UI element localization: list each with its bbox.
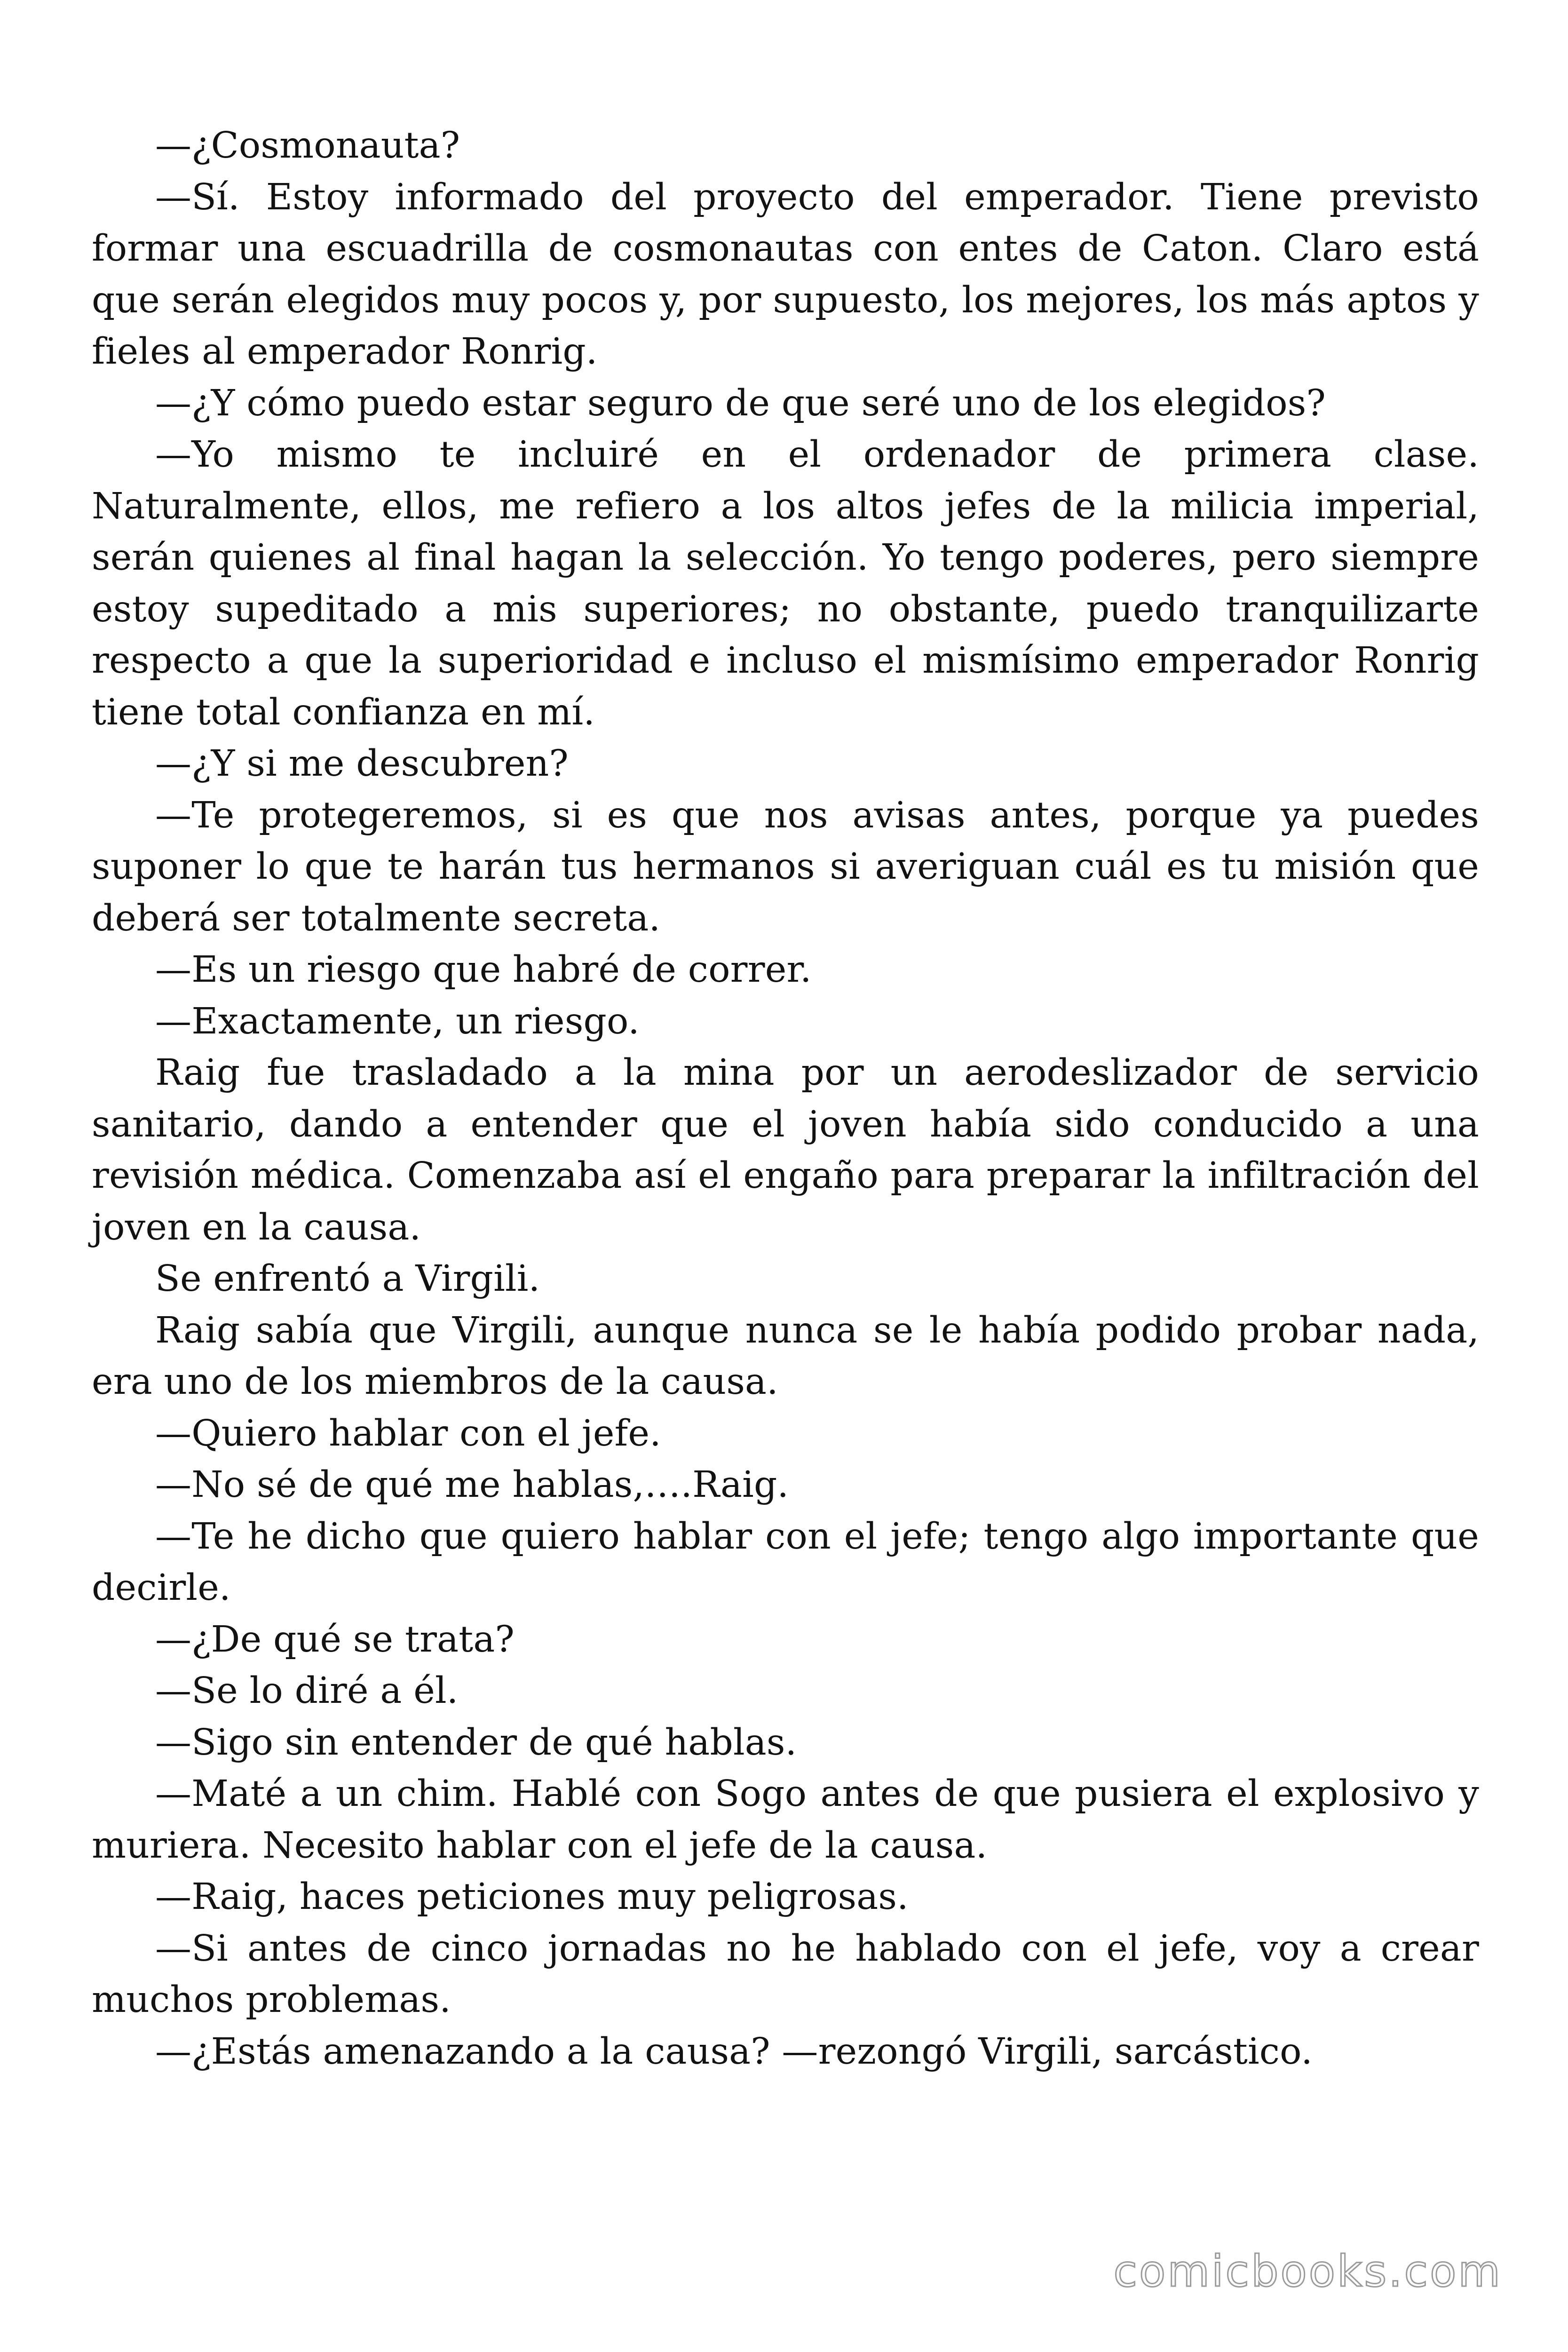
paragraph: —Sigo sin entender de qué hablas.: [155, 1721, 797, 1764]
paragraph: —¿Y cómo puedo estar seguro de que seré uno de los elegidos?: [155, 382, 1326, 424]
paragraph: —Sí. Estoy informado del proyecto del emperador. Tiene previsto formar una escuadrilla de cosmonautas con entes de Caton. Claro está que serán elegidos muy pocos y, por supuesto, los mejores, los más aptos y fieles al emperador Ronrig.: [92, 176, 1479, 373]
paragraph: —Se lo diré a él.: [155, 1670, 459, 1712]
paragraph: —Te he dicho que quiero hablar con el jefe; tengo algo importante que decirle.: [92, 1515, 1479, 1609]
paragraph: Se enfrentó a Virgili.: [155, 1258, 540, 1300]
paragraph: —Quiero hablar con el jefe.: [155, 1412, 661, 1454]
paragraph: —¿Estás amenazando a la causa? —rezongó Virgili, sarcástico.: [155, 2030, 1313, 2073]
watermark: comicbooks.com: [1113, 2246, 1502, 2296]
paragraph: —¿De qué se trata?: [155, 1618, 515, 1661]
paragraph: —Es un riesgo que habré de correr.: [155, 949, 812, 991]
paragraph: —No sé de qué me hablas,….Raig.: [155, 1464, 789, 1506]
paragraph: —¿Cosmonauta?: [155, 125, 460, 167]
paragraph: —Si antes de cinco jornadas no he hablado con el jefe, voy a crear muchos problemas.: [92, 1927, 1479, 2021]
paragraph: —Raig, haces peticiones muy peligrosas.: [155, 1876, 909, 1918]
paragraph: —Exactamente, un riesgo.: [155, 1000, 640, 1042]
paragraph: —Te protegeremos, si es que nos avisas antes, porque ya puedes suponer lo que te harán tus hermanos si averiguan cuál es tu misión que deberá ser totalmente secreta.: [92, 794, 1479, 939]
paragraph: Raig sabía que Virgili, aunque nunca se le había podido probar nada, era uno de los miembros de la causa.: [92, 1309, 1479, 1403]
paragraph: —Maté a un chim. Hablé con Sogo antes de que pusiera el explosivo y muriera. Necesito hablar con el jefe de la causa.: [92, 1773, 1479, 1867]
paragraph: Raig fue trasladado a la mina por un aerodeslizador de servicio sanitario, dando a entender que el joven había sido conducido a una revisión médica. Comenzaba así el engaño para preparar la infiltración del joven en la causa.: [92, 1052, 1479, 1248]
paragraph: —¿Y si me descubren?: [155, 743, 569, 785]
paragraph: —Yo mismo te incluiré en el ordenador de primera clase. Naturalmente, ellos, me refiero a los altos jefes de la milicia imperial, serán quienes al final hagan la selección. Yo tengo poderes, pero siempre estoy supeditado a mis superiores; no obstante, puedo tranquilizarte respecto a que la superioridad e incluso el mismísimo emperador Ronrig tiene total confianza en mí.: [92, 434, 1479, 733]
book-page-text: [92, 120, 1479, 2077]
